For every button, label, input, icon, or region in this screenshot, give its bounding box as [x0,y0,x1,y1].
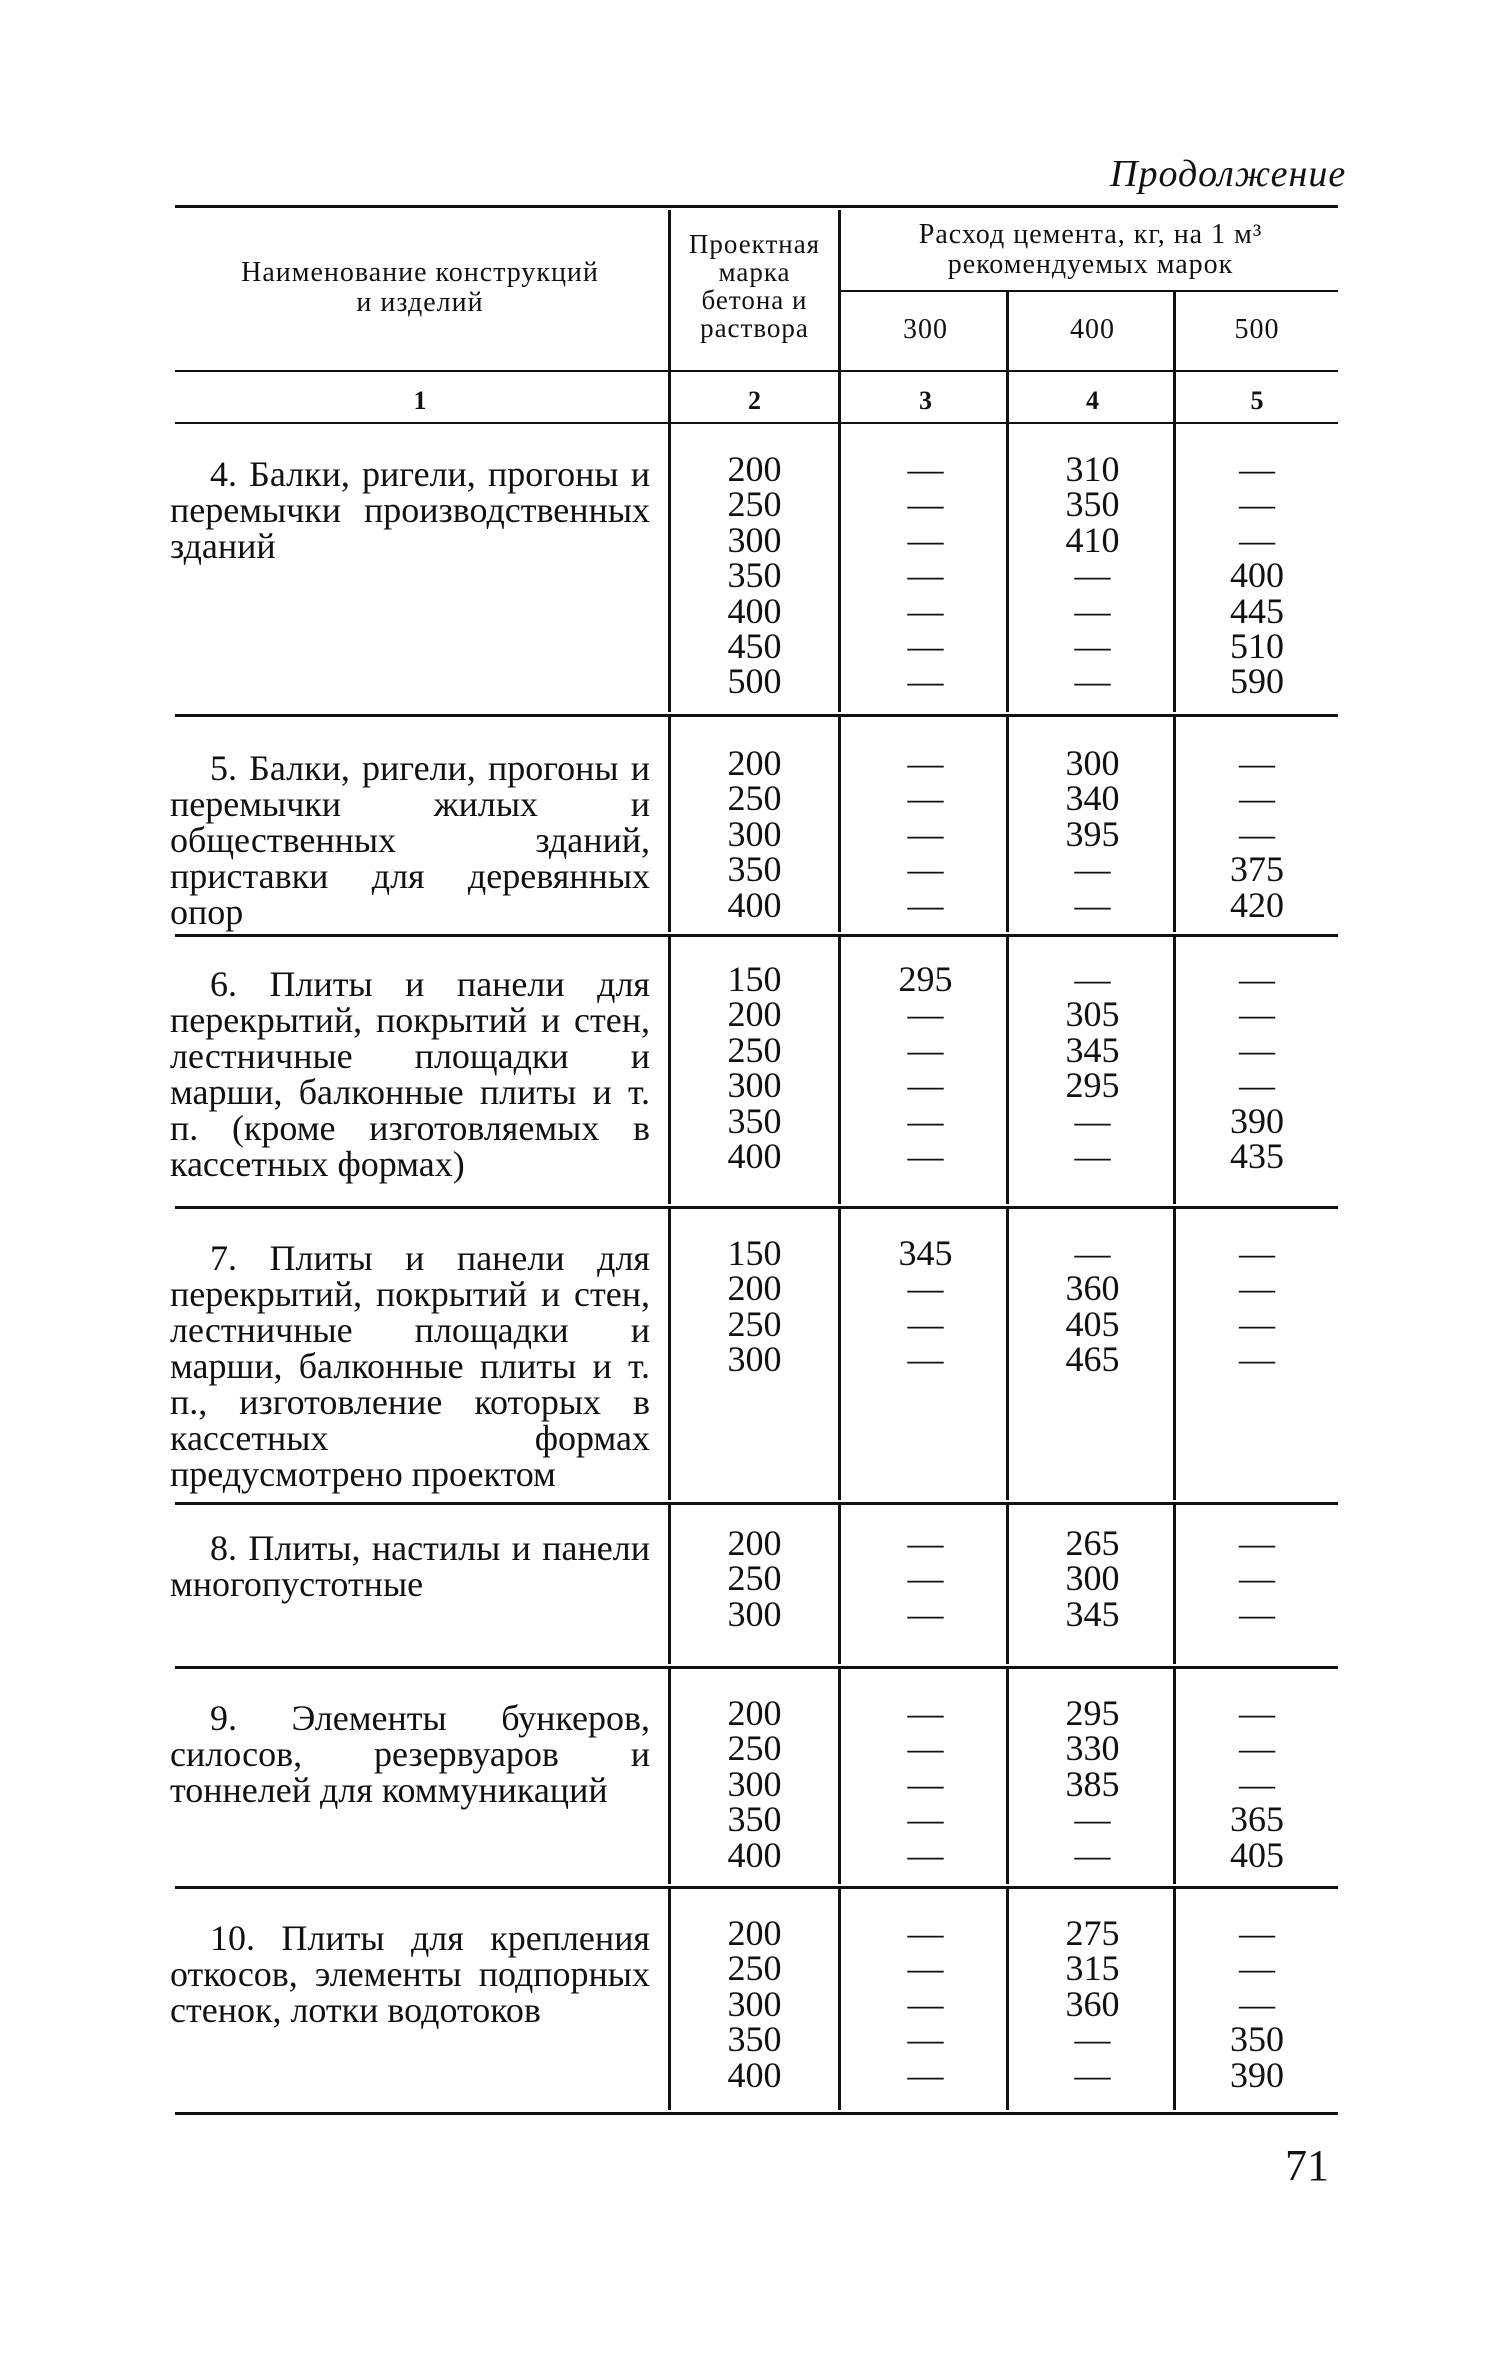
table-cell: — [1239,813,1275,854]
cement-500-column [1177,743,1337,925]
table-cell: 300 [727,1593,782,1634]
column-rule [838,1666,841,1884]
table-cell: — [907,1983,944,2024]
header-sub-500: 500 [1234,314,1280,345]
cement-500-column [1177,1913,1337,2095]
table-cell: — [1239,1065,1275,1106]
colnum-4: 4 [1086,386,1099,415]
table-cell: 390 [1230,2054,1284,2095]
table-cell: — [1239,778,1275,819]
table-cell: 250 [727,1728,782,1769]
table-cell: — [907,1763,944,1804]
table-cell: 300 [1065,1558,1120,1599]
cement-300-column [843,959,1008,1176]
table-cell: 350 [1065,484,1120,525]
page-number: 71 [1285,2141,1329,2190]
cement-300-column [843,1693,1008,1875]
table-cell: 465 [1065,1339,1120,1380]
table-cell: — [907,661,944,702]
header-mid-rule [840,290,1338,292]
column-rule [668,1886,671,2110]
column-rule [668,210,671,712]
cement-400-column [1010,1233,1175,1380]
table-cell: 250 [727,1029,782,1070]
table-cell: — [1239,1029,1275,1070]
cement-400-column [1010,959,1175,1176]
table-cell: 200 [727,994,782,1035]
table-cell: — [907,1065,944,1106]
table-cell: — [1074,590,1111,631]
table-cell: — [1074,2019,1111,2060]
cement-400-column [1010,1913,1175,2095]
construction-name: 10. Плиты для крепления откосов, элементы подпорных стенок, лотки водотоков [170,1918,650,2030]
table-cell: 350 [727,1100,782,1141]
table-cell: 350 [727,849,782,890]
construction-name: 5. Балки, ригели, прогоны и перемычки жилых и общественных зданий, приставки для деревянных опор [170,748,650,932]
grade-column [672,1523,837,1634]
table-cell: — [1074,1799,1111,1840]
table-cell: 300 [1065,743,1120,783]
grade-column [672,1913,837,2095]
cement-400-column [1010,1523,1175,1634]
table-cell: 405 [1065,1303,1120,1344]
table-cell: — [1074,1135,1111,1176]
table-cell: 350 [727,2019,782,2060]
table-cell: 200 [727,1268,782,1309]
header-name: Наименование конструкций и изделий [241,257,599,318]
column-rule [668,1666,671,1884]
table-cell: 315 [1065,1948,1120,1989]
construction-name: 8. Плиты, настилы и панели многопустотные [170,1528,650,1604]
table-cell: 350 [1230,2019,1284,2060]
table-cell: — [907,1339,944,1380]
table-cell: — [1239,484,1275,525]
table-cell: — [907,1693,944,1733]
table-cell: 435 [1230,1135,1284,1176]
table-cell: — [1239,449,1275,489]
table-cell: — [907,484,944,525]
cement-500-column [1177,449,1337,702]
column-rule [668,934,671,1204]
table-cell: — [907,555,944,596]
table-cell: — [907,1799,944,1840]
row-rule [175,2112,1338,2115]
table-cell: — [907,884,944,925]
table-top-rule [175,205,1338,208]
table-cell: 310 [1065,449,1120,489]
table-cell: — [907,743,944,783]
row-rule [175,934,1338,937]
table-cell: — [1239,1728,1275,1769]
colnum-1: 1 [413,386,427,415]
table-cell: 360 [1065,1983,1120,2024]
table-cell: — [1239,1233,1275,1273]
table-cell: — [907,1728,944,1769]
table-cell: — [1074,2054,1111,2095]
column-rule [668,714,671,932]
table-cell: — [1074,555,1111,596]
table-cell: 340 [1065,778,1120,819]
cement-300-column [843,1523,1008,1634]
table-cell: — [907,1523,944,1563]
row-rule [175,1502,1338,1505]
colnum-2: 2 [748,386,761,415]
table-cell: — [907,519,944,560]
table-cell: 250 [727,1303,782,1344]
table-cell: 295 [898,959,953,999]
table-cell: 300 [727,1339,782,1380]
table-cell: — [1239,994,1275,1035]
table-cell: 200 [727,1693,782,1733]
table-cell: 265 [1065,1523,1120,1563]
table-cell: — [907,1268,944,1309]
table-cell: — [907,449,944,489]
table-cell: 350 [727,555,782,596]
table-cell: 510 [1230,625,1284,666]
table-cell: 200 [727,1913,782,1953]
table-cell: 250 [727,1948,782,1989]
table-cell: — [907,625,944,666]
column-rule [838,934,841,1204]
table-cell: 200 [727,1523,782,1563]
table-cell: 400 [1230,555,1284,596]
construction-name: 6. Плиты и панели для перекрытий, покрытий и стен, лестничные площадки и марши, балконные плиты и т. п. (кроме изготовляемых в кассетных формах) [170,964,650,1184]
table-cell: — [907,590,944,631]
table-cell: 445 [1230,590,1284,631]
column-rule [838,1502,841,1664]
table-cell: — [1239,959,1275,999]
table-cell: 365 [1230,1799,1284,1840]
grade-column [672,1233,837,1380]
table-cell: 300 [727,1065,782,1106]
table-cell: 395 [1065,813,1120,854]
column-rule [838,210,841,712]
cement-400-column [1010,743,1175,925]
table-cell: 400 [727,1834,782,1875]
table-cell: 405 [1230,1834,1284,1875]
cement-400-column [1010,1693,1175,1875]
table-cell: — [1239,1763,1275,1804]
table-cell: 385 [1065,1763,1120,1804]
table-cell: — [1074,884,1111,925]
table-cell: — [1239,1268,1275,1309]
colnum-5: 5 [1250,386,1264,415]
header-bottom-rule [175,370,1338,372]
table-cell: 250 [727,484,782,525]
row-rule [175,1886,1338,1889]
table-cell: 150 [727,1233,782,1273]
table-cell: 295 [1065,1065,1120,1106]
table-cell: — [907,1558,944,1599]
header-sub-300: 300 [903,314,948,345]
cement-300-column [843,743,1008,925]
table-cell: — [907,1100,944,1141]
table-cell: 300 [727,813,782,854]
table-cell: 400 [727,2054,782,2095]
table-cell: 400 [727,1135,782,1176]
table-cell: — [907,778,944,819]
table-cell: — [907,2054,944,2095]
cement-400-column [1010,449,1175,702]
table-cell: 345 [898,1233,953,1273]
cement-300-column [843,1913,1008,2095]
table-cell: — [1239,1913,1275,1953]
construction-name: 4. Балки, ригели, прогоны и перемычки производственных зданий [170,454,650,566]
grade-column [672,449,837,702]
table-cell: 200 [727,449,782,489]
table-cell: — [1239,1339,1275,1380]
table-cell: 300 [727,1983,782,2024]
table-cell: 350 [727,1799,782,1840]
table-cell: — [907,849,944,890]
grade-column [672,1693,837,1875]
table-cell: 305 [1065,994,1120,1035]
table-cell: — [907,1593,944,1634]
column-rule [838,714,841,932]
table-cell: — [907,1913,944,1953]
table-cell: 300 [727,519,782,560]
table-cell: 345 [1065,1029,1120,1070]
table-cell: — [907,813,944,854]
cement-300-column [843,1233,1008,1380]
table-cell: 150 [727,959,782,999]
grade-column [672,959,837,1176]
table-cell: 410 [1065,519,1120,560]
table-cell: — [1239,1558,1275,1599]
table-cell: — [907,1834,944,1875]
table-cell: — [907,1948,944,1989]
table-cell: — [1074,1233,1111,1273]
table-cell: — [1239,1693,1275,1733]
construction-name: 7. Плиты и панели для перекрытий, покрытий и стен, лестничные площадки и марши, балконные плиты и т. п., изготовление которых в кассетных формах предусмотрено проектом [170,1238,650,1494]
table-cell: 295 [1065,1693,1120,1733]
table-cell: 450 [727,625,782,666]
table-cell: — [1239,1523,1275,1563]
cement-300-column [843,449,1008,702]
row-rule [175,1666,1338,1669]
table-cell: — [1074,625,1111,666]
column-rule [838,1206,841,1500]
table-cell: 420 [1230,884,1284,925]
cement-500-column [1177,1523,1337,1634]
construction-name: 9. Элементы бункеров, силосов, резервуаров и тоннелей для коммуникаций [170,1698,650,1810]
table-cell: 360 [1065,1268,1120,1309]
table-cell: — [1074,1100,1111,1141]
table-cell: 345 [1065,1593,1120,1634]
row-rule [175,714,1338,717]
cement-500-column [1177,1693,1337,1875]
cement-500-column [1177,959,1337,1176]
table-cell: — [907,1135,944,1176]
table-cell: — [907,2019,944,2060]
table-cell: 375 [1230,849,1284,890]
table-cell: 590 [1230,661,1284,702]
table-cell: — [907,994,944,1035]
table-cell: 200 [727,743,782,783]
grade-column [672,743,837,925]
colnum-bottom-rule [175,422,1338,424]
column-rule [838,1886,841,2110]
table-cell: — [1074,959,1111,999]
table-cell: 330 [1065,1728,1120,1769]
table-cell: — [1239,1948,1275,1989]
table-cell: 250 [727,778,782,819]
column-rule [668,1502,671,1664]
table-cell: — [1239,743,1275,783]
table-cell: 500 [727,661,782,702]
colnum-3: 3 [919,386,932,415]
table-cell: 250 [727,1558,782,1599]
header-consumption: Расход цемента, кг, на 1 м³ рекомендуемых марок [918,219,1263,280]
table-cell: 275 [1065,1913,1120,1953]
table-cell: — [1239,1303,1275,1344]
table-cell: — [1239,519,1275,560]
table-cell: 400 [727,590,782,631]
table-cell: — [1074,849,1111,890]
cement-500-column [1177,1233,1337,1380]
header-sub-400: 400 [1070,314,1115,345]
table-cell: 390 [1230,1100,1284,1141]
table-cell: 400 [727,884,782,925]
table-cell: 300 [727,1763,782,1804]
header-grade: Проектная марка бетона и раствора [688,229,821,343]
column-rule [668,1206,671,1500]
table-cell: — [1074,661,1111,702]
row-rule [175,1206,1338,1209]
table-cell: — [907,1303,944,1344]
table-cell: — [1239,1983,1275,2024]
table-cell: — [1074,1834,1111,1875]
table-cell: — [907,1029,944,1070]
continued-label: Продолжение [1110,153,1347,195]
table-cell: — [1239,1593,1275,1634]
